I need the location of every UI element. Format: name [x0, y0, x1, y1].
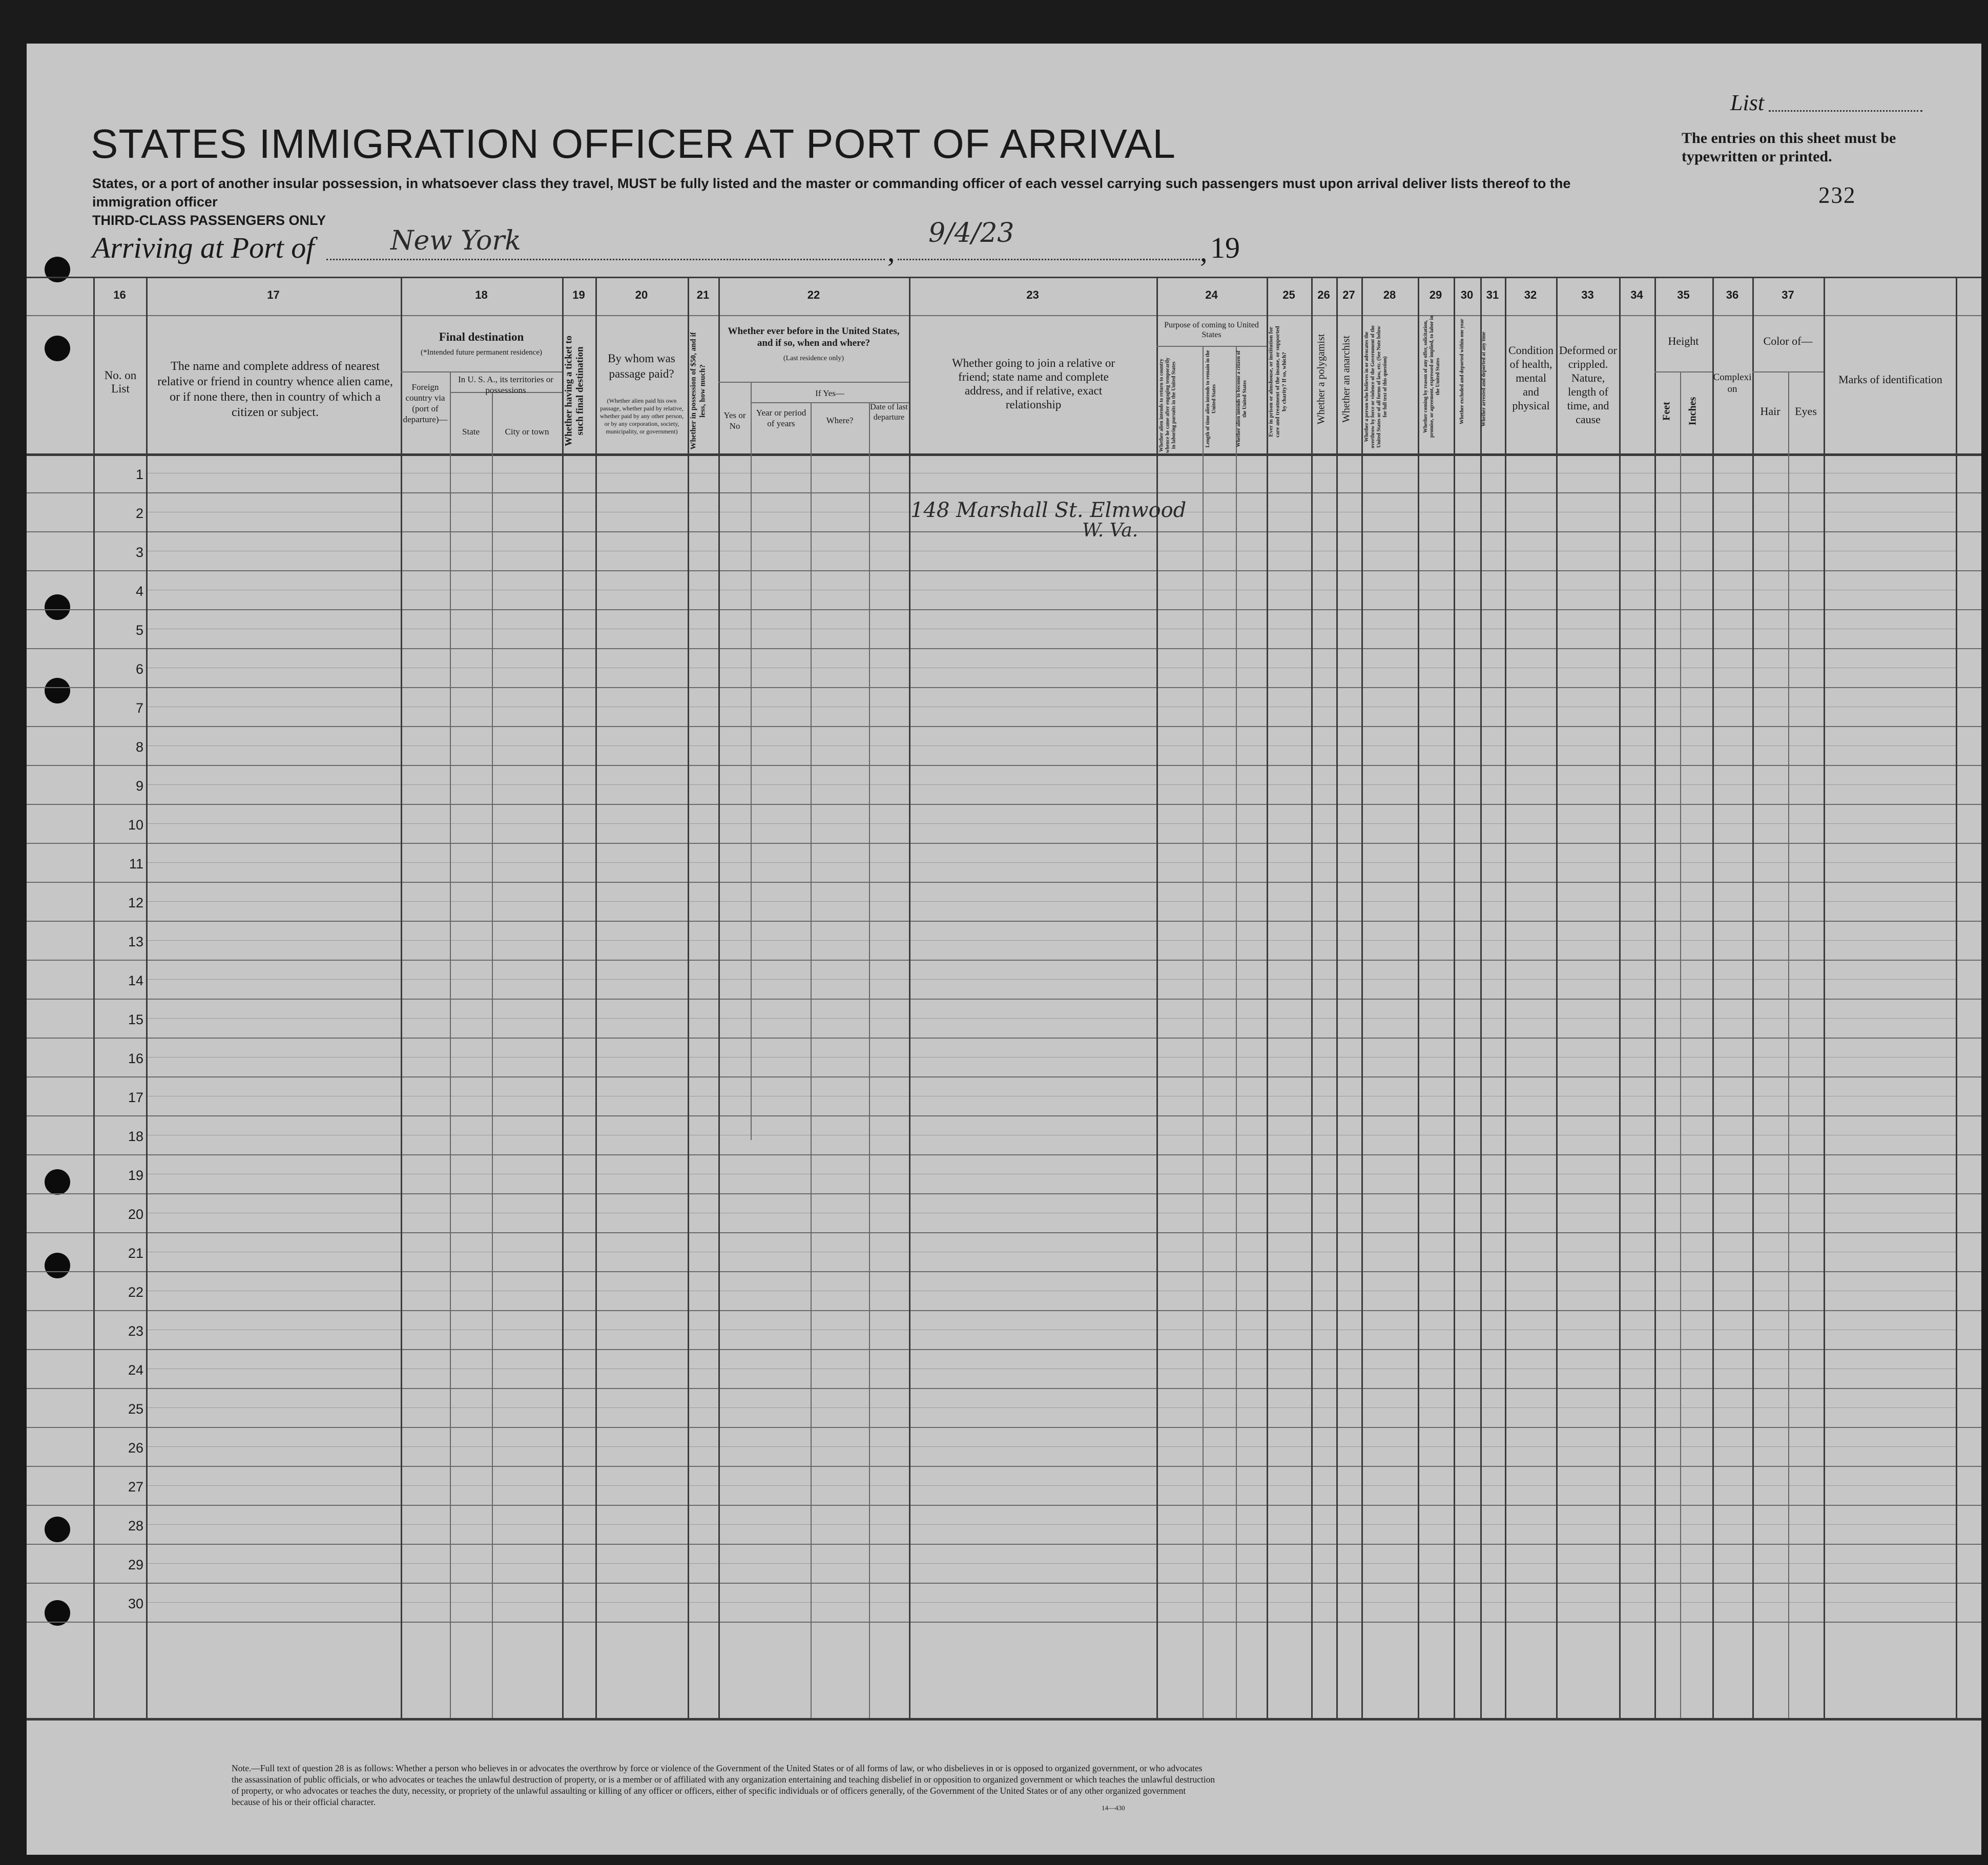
row-rule: [27, 1505, 1981, 1506]
entry-row1-col23-line1: 148 Marshall St. Elmwood: [910, 499, 1187, 522]
col-sep: [688, 277, 689, 1718]
header-where: Where?: [826, 416, 854, 425]
col-number: 25: [1282, 288, 1295, 301]
row-number: 15: [128, 1012, 143, 1027]
header-prison: Ever in prison or almshouse, or institution for care and treatment of the insane, or supported by charity? If so, which?: [1268, 326, 1288, 438]
row-rule: [27, 1427, 1981, 1428]
row-number: 2: [135, 506, 143, 521]
row-number: 29: [128, 1557, 143, 1572]
row-rule: [27, 960, 1981, 961]
col-number: 18: [475, 288, 488, 301]
row-rule: [27, 999, 1981, 1000]
subheader-rule: [401, 371, 562, 372]
row-rule: [27, 570, 1981, 571]
table-top-rule: [27, 277, 1981, 278]
header-polygamist: Whether a polygamist: [1315, 334, 1327, 425]
col-sep: [1236, 346, 1237, 1718]
header-height: Height: [1668, 335, 1699, 347]
header-labor-offer: Whether coming by reason of any offer, solicitation, promise, or agreement, expressed or implied, to labor in the United States: [1423, 315, 1441, 438]
row-number: 30: [128, 1596, 143, 1611]
col-sep: [1267, 277, 1268, 1718]
header-anarchist: Whether an anarchist: [1340, 336, 1352, 423]
footnote-question-28: Note.—Full text of question 28 is as follows: Whether a person who believes in or advocates the overthrow by force or violence of the Government of the United States or of all forms of law, or who disbelieves in or is opposed to organized government, or who advocates the assassination of public officials, or who advocates or teaches the unlawful destruction of property, or is a member or of affiliated with any organization entertaining and teaching disbelief in or opposition to organized government or which teaches the unlawful destruction of property, or who advocates or teaches the duty, necessity, or propriety of the unlawful assaulting or killing of any officer or officers, either of specific individuals or of officers generally, of the Government of the United States or of any other organized government because of his or their official character.: [232, 1763, 1215, 1807]
row-rule: [27, 1271, 1981, 1272]
col-number: 35: [1677, 288, 1690, 301]
col-sep: [1156, 277, 1158, 1718]
page-title: STATES IMMIGRATION OFFICER AT PORT OF ARRIVAL: [91, 121, 1176, 167]
row-subrule: [146, 1057, 1956, 1058]
row-rule: [27, 531, 1981, 532]
row-rule: [27, 1466, 1981, 1467]
col-number: 31: [1486, 288, 1499, 301]
row-number: 23: [128, 1323, 143, 1339]
col-sep: [1956, 277, 1957, 1718]
col-sep: [869, 402, 870, 1718]
row-rule: [27, 1583, 1981, 1584]
separator-comma: ,: [1200, 235, 1208, 268]
row-number: 6: [135, 661, 143, 677]
row-number: 11: [129, 856, 143, 872]
row-rule: [27, 648, 1981, 649]
header-no-on-list: No. on List: [104, 369, 137, 395]
header-in-usa: In U. S. A., its territories or possessions: [458, 375, 554, 395]
row-number: 27: [128, 1479, 143, 1495]
class-note: THIRD-CLASS PASSENGERS ONLY: [92, 213, 326, 228]
col-sep: [1654, 277, 1656, 1718]
header-passage-paid: By whom was passage paid?: [608, 352, 675, 380]
row-number: 3: [135, 545, 143, 560]
year-prefix: 19: [1210, 231, 1240, 264]
subheader-rule: [1752, 371, 1824, 372]
col-sep: [1505, 277, 1506, 1718]
table-bottom-rule: [27, 1718, 1981, 1721]
row-rule: [27, 1544, 1981, 1545]
col-number: 34: [1630, 288, 1643, 301]
col-sep: [1336, 277, 1338, 1718]
subheader-rule: [1654, 371, 1712, 372]
date-handwritten: 9/4/23: [928, 218, 1014, 248]
list-label: List: [1730, 90, 1765, 115]
header-marks: Marks of identification: [1838, 373, 1942, 386]
col-number: 22: [807, 288, 820, 301]
col-sep: [1454, 277, 1455, 1718]
row-rule: [27, 1310, 1981, 1311]
row-number: 5: [135, 623, 143, 638]
separator-comma: ,: [887, 235, 895, 268]
row-rule: [27, 1622, 1981, 1623]
col-number: 29: [1429, 288, 1442, 301]
col-number: 32: [1524, 288, 1537, 301]
row-number: 21: [128, 1246, 143, 1261]
header-deformed: Deformed or crippled. Nature, length of time, and cause: [1559, 344, 1617, 426]
row-number: 7: [135, 700, 143, 716]
row-number: 18: [128, 1129, 143, 1144]
row-rule: [27, 609, 1981, 610]
row-subrule: [146, 1485, 1956, 1486]
col-sep: [492, 392, 493, 1718]
header-foreign-country: Foreign country via (port of departure)—: [403, 382, 448, 424]
row-subrule: [146, 940, 1956, 941]
col-sep: [751, 382, 752, 1140]
port-handwritten: New York: [390, 225, 521, 256]
col-sep: [146, 277, 148, 1718]
header-final-destination: Final destination: [439, 330, 524, 343]
row-number: 19: [128, 1168, 143, 1183]
instructions-line: States, or a port of another insular possession, in whatsoever class they travel, MUST be fully listed and the master or commanding officer of each vessel carrying such passengers must upon arrival deliver lists thereof to the immigration officer: [92, 176, 1571, 210]
col-sep: [1556, 277, 1558, 1718]
subheader-rule: [1156, 346, 1267, 347]
entry-row1-col23-line2: W. Va.: [1082, 520, 1138, 541]
col-sep: [1480, 277, 1482, 1718]
punch-hole: [45, 257, 70, 282]
row-rule: [27, 843, 1981, 844]
sheet-number: 232: [1818, 182, 1856, 208]
header-final-destination-sub: (*Intended future permanent residence): [421, 348, 542, 357]
row-rule: [27, 1388, 1981, 1389]
col-sep: [1824, 277, 1825, 1718]
row-rule: [27, 921, 1981, 922]
row-subrule: [146, 823, 1956, 824]
col-sep: [1418, 277, 1419, 1718]
row-subrule: [146, 1602, 1956, 1603]
col-sep: [909, 277, 910, 1718]
colnum-rule: [27, 315, 1981, 316]
punch-hole: [45, 1253, 70, 1278]
header-relative-address: The name and complete address of nearest relative or friend in country whence alien came, or if none there, then in country of which a citizen or subject.: [157, 360, 393, 419]
header-purpose-a: Whether alien intends to return to country whence he came after engaging temporarily in laboring pursuits in the United States: [1158, 357, 1177, 453]
col-sep: [562, 277, 564, 1718]
header-purpose-b: Length of time alien intends to remain in the United States: [1205, 350, 1217, 448]
row-number: 26: [128, 1440, 143, 1456]
col-sep: [93, 277, 95, 1718]
col-sep: [1619, 277, 1621, 1718]
col-sep: [1680, 371, 1681, 1718]
header-ever-before-sub: (Last residence only): [783, 355, 844, 362]
col-number: 36: [1726, 288, 1739, 301]
row-subrule: [146, 1018, 1956, 1019]
col-sep: [1311, 277, 1313, 1718]
header-ever-before: Whether ever before in the United States, and if so, when and where?: [728, 326, 900, 348]
row-number: 1: [135, 467, 143, 482]
row-rule: [27, 765, 1981, 766]
row-subrule: [146, 1446, 1956, 1447]
header-ticket: Whether having a ticket to such final destination: [563, 335, 586, 447]
row-number: 13: [128, 934, 143, 949]
row-number: 8: [135, 739, 143, 755]
list-number-field: [1769, 110, 1922, 112]
header-arrested: Whether arrested and deported at any time: [1481, 331, 1487, 427]
subheader-rule: [718, 382, 909, 383]
punch-hole: [45, 594, 70, 620]
row-rule: [27, 1193, 1981, 1194]
header-overthrow: Whether a person who believes in or advocates the overthrow by force or violence of the Government of the United States or of all forms of law, etc. (See Note below for full text of this question): [1364, 325, 1388, 448]
col-number: 17: [267, 288, 280, 301]
col-number: 16: [113, 288, 126, 301]
header-bottom-rule: [27, 453, 1981, 456]
row-rule: [27, 492, 1981, 493]
row-subrule: [146, 979, 1956, 980]
row-rule: [27, 687, 1981, 688]
row-subrule: [146, 901, 1956, 902]
row-number: 25: [128, 1401, 143, 1417]
row-number: 16: [128, 1051, 143, 1066]
col-number: 37: [1782, 288, 1794, 301]
col-number: 27: [1342, 288, 1355, 301]
port-field-line: [326, 259, 885, 260]
row-rule: [27, 726, 1981, 727]
header-date-departure: Date of last departure: [870, 403, 908, 422]
col-number: 20: [635, 288, 648, 301]
arriving-label: Arriving at Port of: [92, 231, 315, 264]
col-sep: [718, 277, 720, 1718]
punch-hole: [45, 1517, 70, 1542]
row-subrule: [146, 745, 1956, 746]
col-number: 24: [1205, 288, 1218, 301]
header-yes-no: Yes or No: [723, 410, 746, 431]
header-complexion: Complexion: [1713, 372, 1752, 395]
header-feet: Feet: [1661, 402, 1672, 421]
punch-hole: [45, 1169, 70, 1195]
row-number: 20: [128, 1207, 143, 1222]
row-subrule: [146, 1524, 1956, 1525]
row-number: 4: [135, 584, 143, 599]
row-subrule: [146, 1407, 1956, 1408]
row-rule: [27, 1154, 1981, 1155]
header-inches: Inches: [1687, 397, 1699, 426]
row-rule: [27, 1349, 1981, 1350]
header-fifty-dollars: Whether in possession of $50, and if less, how much?: [689, 332, 707, 450]
header-if-yes: If Yes—: [815, 388, 844, 398]
date-field-line: [898, 259, 1200, 260]
manifest-sheet: [27, 44, 1981, 1855]
row-number: 12: [128, 895, 143, 910]
row-subrule: [146, 862, 1956, 863]
col-number: 19: [572, 288, 585, 301]
row-number: 24: [128, 1362, 143, 1378]
row-number: 28: [128, 1518, 143, 1534]
punch-hole: [45, 678, 70, 703]
col-sep: [1361, 277, 1363, 1718]
col-number: 21: [696, 288, 710, 301]
row-rule: [27, 1115, 1981, 1116]
col-sep: [1752, 277, 1754, 1718]
col-sep: [1712, 277, 1714, 1718]
row-number: 9: [135, 778, 143, 794]
instructions-text: [92, 174, 1629, 230]
col-sep: [401, 277, 402, 1718]
header-city: City or town: [505, 427, 549, 437]
header-join-relative: Whether going to join a relative or friend; state name and complete address, and if relative, exact relationship: [951, 357, 1115, 411]
entries-note: The entries on this sheet must be typewritten or printed.: [1682, 130, 1896, 165]
row-number: 14: [128, 973, 143, 988]
row-rule: [27, 1232, 1981, 1233]
col-sep: [811, 402, 812, 1718]
header-health: Condition of health, mental and physical: [1508, 344, 1554, 412]
row-rule: [27, 1076, 1981, 1077]
row-subrule: [146, 784, 1956, 785]
row-number: 17: [128, 1090, 143, 1105]
header-excluded: Whether excluded and deported within one year: [1459, 319, 1465, 424]
header-eyes: Eyes: [1795, 405, 1817, 418]
col-sep: [595, 277, 597, 1718]
header-hair: Hair: [1760, 405, 1780, 418]
row-number: 10: [128, 817, 143, 833]
header-color-of: Color of—: [1763, 335, 1813, 347]
col-number: 23: [1026, 288, 1039, 301]
header-purpose: Purpose of coming to United States: [1164, 321, 1259, 339]
row-subrule: [146, 1563, 1956, 1564]
punch-hole: [45, 336, 70, 361]
row-rule: [27, 804, 1981, 805]
header-period: Year or period of years: [756, 408, 806, 428]
col-number: 28: [1383, 288, 1396, 301]
row-rule: [27, 1038, 1981, 1039]
col-number: 33: [1581, 288, 1594, 301]
col-number: 30: [1460, 288, 1474, 301]
header-passage-paid-sub: (Whether alien paid his own passage, whether paid by relative, whether paid by any other person, or by any corporation, society, municipality, or government): [599, 397, 684, 435]
header-purpose-c: Whether alien intends to become a citizen of the United States: [1236, 350, 1248, 447]
form-number: 14—430: [1102, 1804, 1125, 1812]
row-rule: [27, 882, 1981, 883]
col-number: 26: [1317, 288, 1330, 301]
row-number: 22: [128, 1284, 143, 1300]
col-sep: [1203, 346, 1204, 1718]
col-sep: [1788, 371, 1789, 1718]
col-sep: [450, 371, 451, 1718]
header-state: State: [462, 427, 480, 437]
